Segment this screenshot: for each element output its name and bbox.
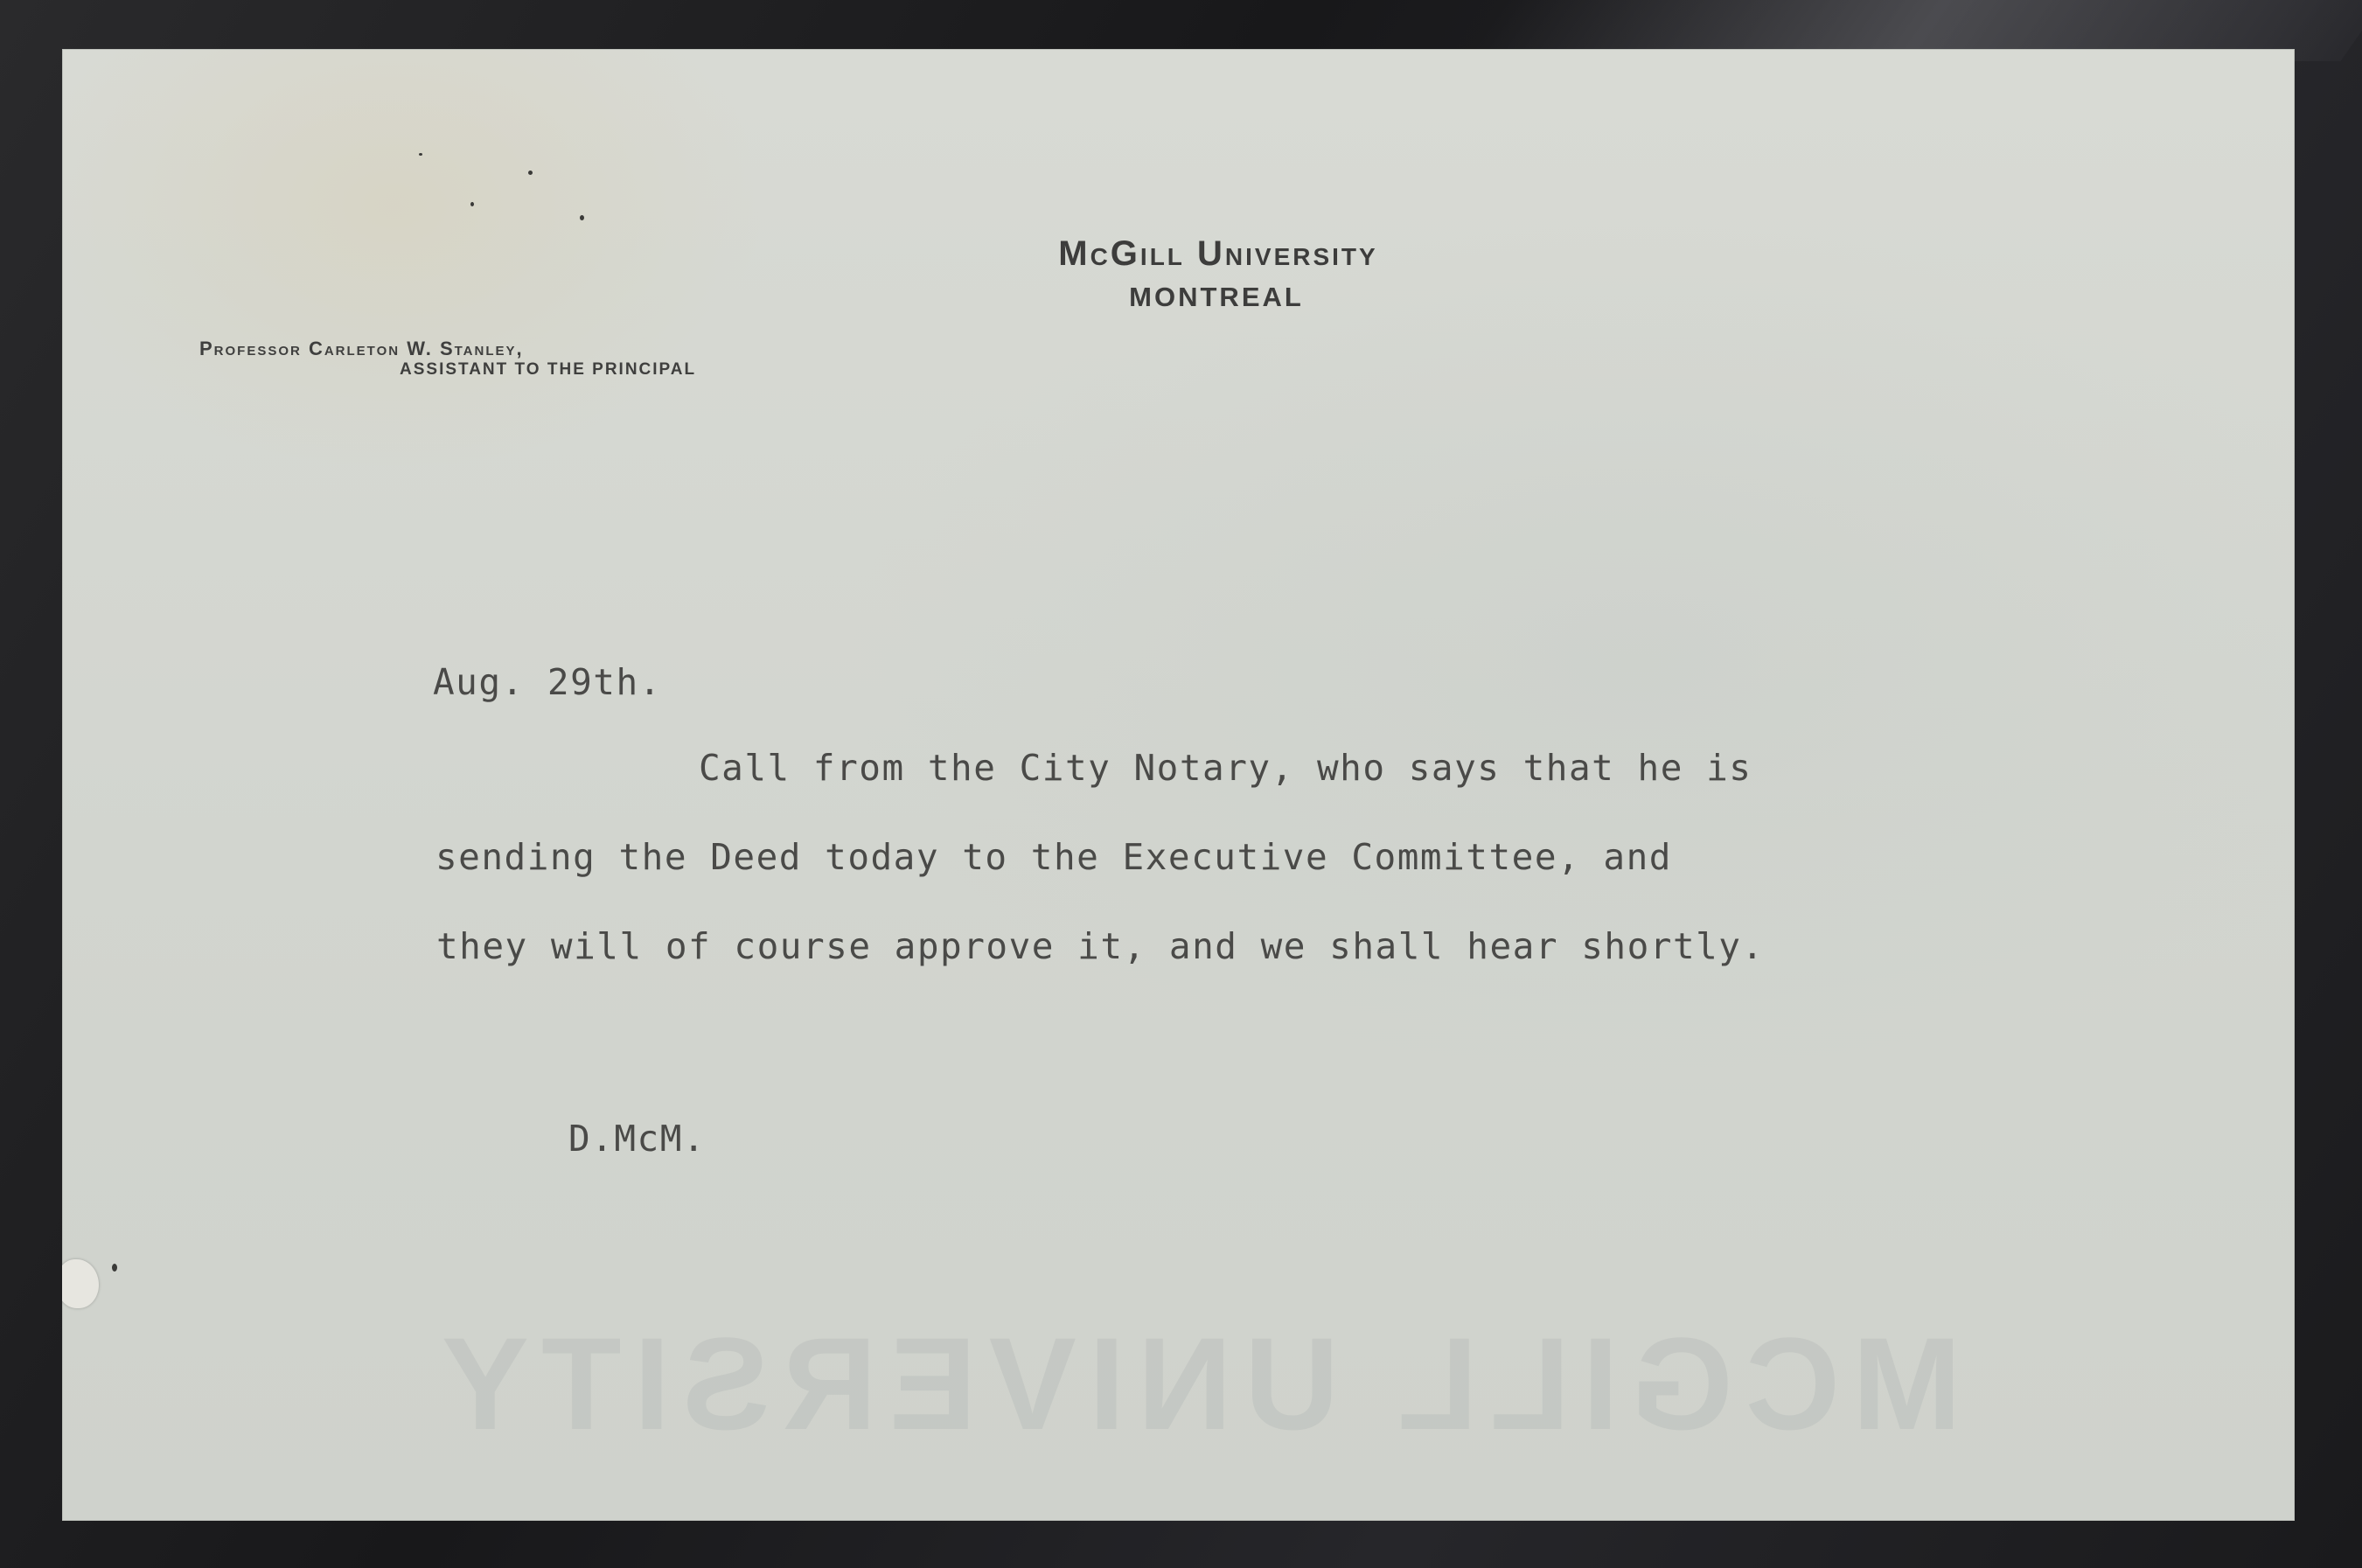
reverse-side-show-through: MCGILL UNIVERSITY — [429, 1310, 1961, 1457]
memo-body-line: Call from the City Notary, who says that he is — [699, 747, 1752, 789]
memo-body-line: they will of course approve it, and we shall hear shortly. — [436, 925, 1765, 967]
letter-page — [62, 49, 2295, 1521]
memo-body-line: sending the Deed today to the Executive Committee, and — [435, 836, 1672, 878]
memo-signature: D.McM. — [568, 1118, 707, 1160]
ink-speck — [419, 153, 422, 156]
ink-speck — [112, 1264, 117, 1272]
paper-tear — [62, 1259, 99, 1308]
ink-speck — [470, 202, 474, 206]
letterhead-institution: McGill University — [1058, 234, 1378, 273]
ink-speck — [528, 171, 533, 175]
sender-name: Professor Carleton W. Stanley, — [199, 338, 524, 359]
sender-title: ASSISTANT TO THE PRINCIPAL — [400, 360, 697, 379]
memo-date: Aug. 29th. — [433, 661, 662, 703]
letterhead-city: MONTREAL — [1129, 282, 1304, 312]
ink-speck — [580, 215, 584, 220]
